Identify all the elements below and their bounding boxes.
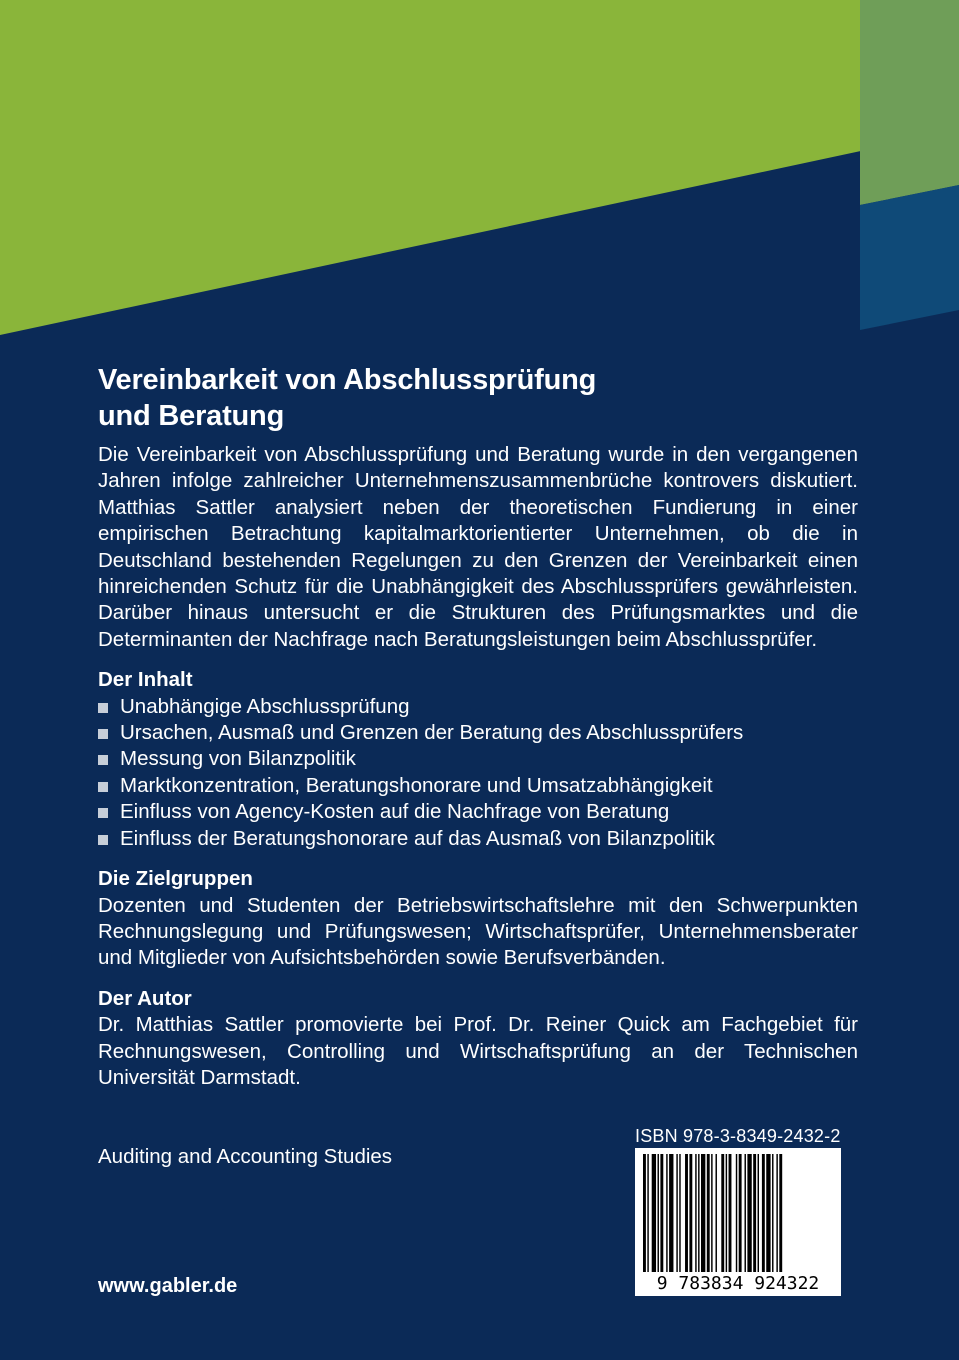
inhalt-list: [98, 694, 858, 852]
barcode-bar: [643, 1154, 646, 1272]
list-item-text: Messung von Bilanzpolitik: [120, 747, 356, 771]
main-content: [98, 362, 858, 1091]
list-item: [98, 720, 858, 746]
square-bullet-icon: [98, 755, 108, 765]
barcode-bar: [736, 1154, 737, 1272]
autor-heading: Der Autor: [98, 986, 192, 1010]
list-item: [98, 746, 858, 772]
inhalt-heading: Der Inhalt: [98, 668, 193, 692]
barcode-bar: [652, 1154, 656, 1272]
autor-text: Dr. Matthias Sattler promovierte bei Prof. Dr. Reiner Quick am Fachgebiet für Rechnungswesen, Controlling und Wirtschaftsprüfung an der Technischen Universität Darmstadt.: [98, 1013, 858, 1089]
barcode-bar: [762, 1154, 765, 1272]
barcode-bar: [753, 1154, 756, 1272]
barcode-bar: [666, 1154, 667, 1272]
barcode-bar: [647, 1154, 648, 1272]
barcode-bar: [758, 1154, 759, 1272]
barcode-bar: [739, 1154, 742, 1272]
list-item-text: Unabhängige Abschlussprüfung: [120, 694, 410, 718]
barcode-bar: [660, 1154, 663, 1272]
barcode-bar: [711, 1154, 712, 1272]
list-item-text: Marktkonzentration, Beratungshonorare und Umsatzabhängigkeit: [120, 773, 713, 797]
isbn-label: ISBN 978-3-8349-2432-2: [635, 1126, 841, 1146]
list-item: [98, 694, 858, 720]
list-item: [98, 773, 858, 799]
barcode-bar: [695, 1154, 696, 1272]
barcode-bar: [745, 1154, 746, 1272]
barcode-bar: [707, 1154, 710, 1272]
barcode-bar: [766, 1154, 770, 1272]
barcode-bar: [669, 1154, 673, 1272]
barcode-bar: [701, 1154, 705, 1272]
square-bullet-icon: [98, 703, 108, 713]
list-item-text: Einfluss der Beratungshonorare auf das Ausmaß von Bilanzpolitik: [120, 826, 715, 850]
barcode-bar: [685, 1154, 688, 1272]
zielgruppen-heading: Die Zielgruppen: [98, 867, 253, 891]
barcode-bar: [676, 1154, 677, 1272]
barcode-bar: [729, 1154, 732, 1272]
title-line: Vereinbarkeit von Abschlussprüfung: [98, 364, 597, 396]
series-name: Auditing and Accounting Studies: [98, 1145, 393, 1168]
publisher-url: www.gabler.de: [98, 1275, 238, 1297]
barcode: [635, 1148, 841, 1296]
barcode-bar: [726, 1154, 727, 1272]
dark-green-block: [860, 0, 959, 205]
list-item: [98, 826, 858, 852]
barcode-bar: [747, 1154, 751, 1272]
square-bullet-icon: [98, 835, 108, 845]
square-bullet-icon: [98, 729, 108, 739]
teal-block: [860, 185, 959, 330]
list-item: [98, 799, 858, 825]
barcode-bar: [689, 1154, 692, 1272]
book-title: [98, 362, 858, 434]
barcode-bar: [721, 1154, 724, 1272]
square-bullet-icon: [98, 782, 108, 792]
barcode-bar: [679, 1154, 680, 1272]
barcode-bar: [776, 1154, 777, 1272]
barcode-bar: [658, 1154, 659, 1272]
barcode-digits: 9 783834 924322: [656, 1273, 820, 1294]
title-line: und Beratung: [98, 400, 285, 432]
barcode-bar: [779, 1154, 782, 1272]
square-bullet-icon: [98, 808, 108, 818]
barcode-bar: [772, 1154, 773, 1272]
description-text: Die Vereinbarkeit von Abschlussprüfung und Beratung wurde in den vergangenen Jahren infolge zahlreicher Unternehmenszusammenbrüche kontrovers diskutiert. Matthias Sattler analysiert neben der theoretischen Fundierung in einer empirischen Betrachtung kapitalmarktorientierter Unternehmen, ob die in Deutschland bestehenden Regelungen zu den Grenzen der Vereinbarkeit einen hinreichenden Schutz für die Unabhängigkeit des Abschlussprüfers gewährleisten. Darüber hinaus untersucht er die Strukturen des Prüfungsmarktes und die Determinanten der Nachfrage nach Beratungsleistungen beim Abschlussprüfer.: [98, 443, 858, 651]
barcode-bar: [698, 1154, 699, 1272]
barcode-bar: [716, 1154, 717, 1272]
zielgruppen-text: Dozenten und Studenten der Betriebswirtschaftslehre mit den Schwerpunkten Rechnungslegung und Prüfungswesen; Wirtschaftsprüfer, Unternehmensberater und Mitglieder von Aufsichtsbehörden sowie Berufsverbänden.: [98, 893, 858, 970]
list-item-text: Ursachen, Ausmaß und Grenzen der Beratung des Abschlussprüfers: [120, 721, 744, 745]
list-item-text: Einfluss von Agency-Kosten auf die Nachfrage von Beratung: [120, 800, 670, 824]
